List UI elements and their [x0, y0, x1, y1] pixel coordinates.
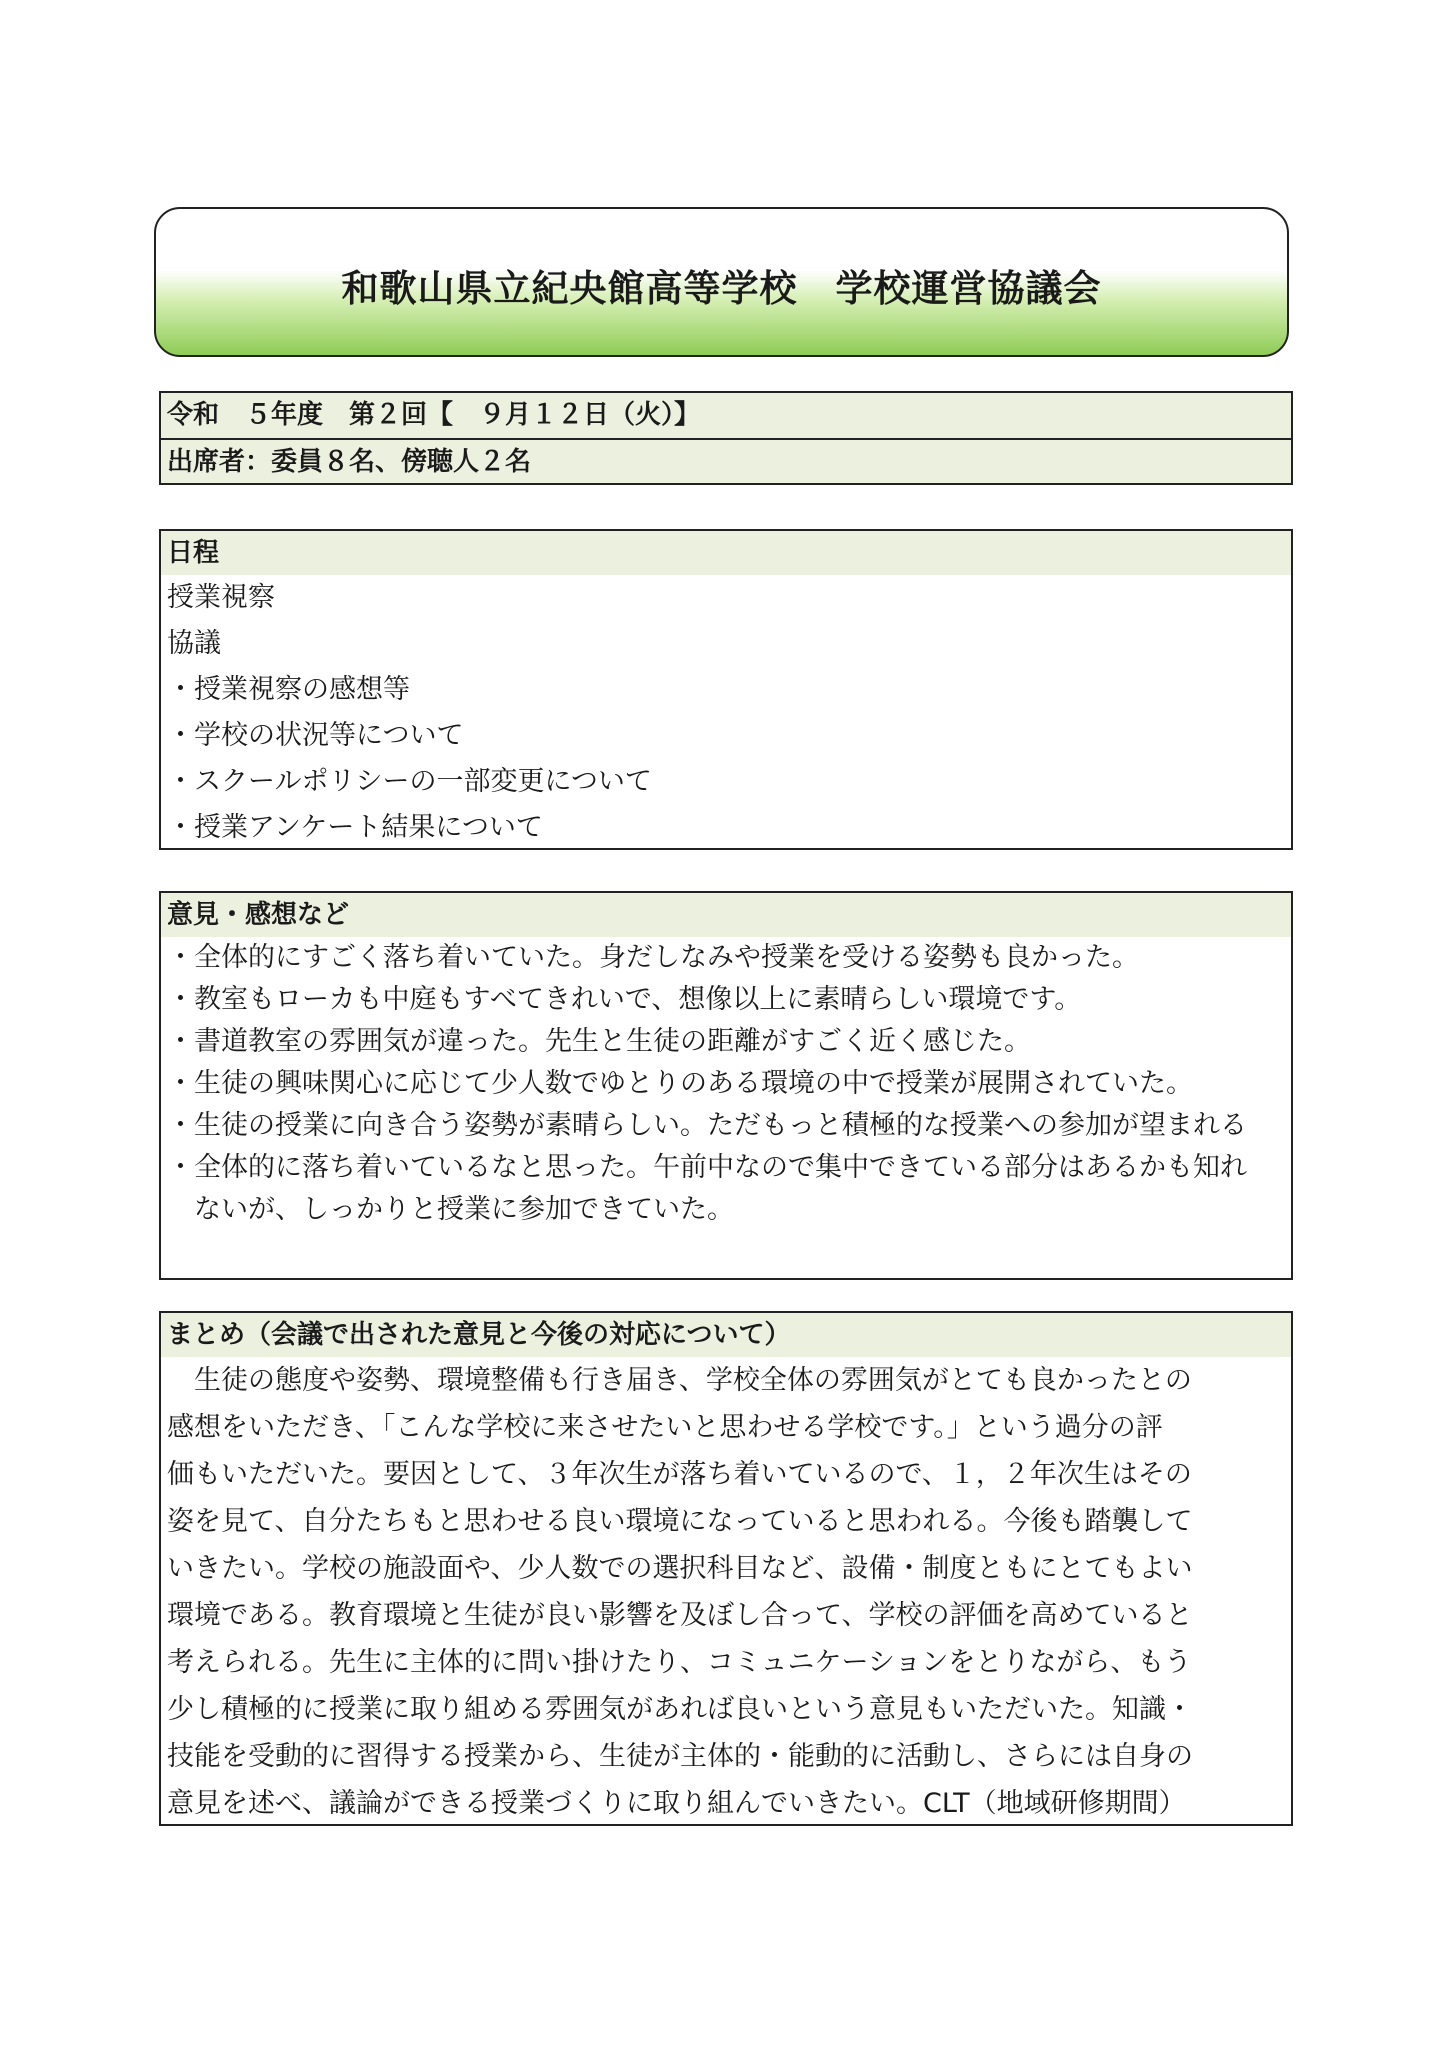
summary-line: 感想をいただき、「こんな学校に来させたいと思わせる学校です。」という過分の評	[167, 1412, 1163, 1443]
schedule-item: ・学校の状況等について	[167, 720, 464, 751]
summary-line: 価もいただいた。要因として、３年次生が落ち着いているので、１，２年次生はその	[167, 1459, 1192, 1490]
summary-header: まとめ（会議で出された意見と今後の対応について）	[161, 1313, 1291, 1357]
summary-section	[159, 1311, 1293, 1826]
opinions-section	[159, 891, 1293, 1280]
schedule-header: 日程	[161, 531, 1291, 575]
schedule-item: 協議	[167, 628, 221, 659]
summary-line: 考えられる。先生に主体的に問い掛けたり、コミュニケーションをとりながら、もう	[167, 1647, 1192, 1678]
schedule-item: ・授業視察の感想等	[167, 674, 410, 705]
schedule-section	[159, 529, 1293, 850]
opinion-item: ・書道教室の雰囲気が違った。先生と生徒の距離がすごく近く感じた。	[167, 1026, 1031, 1057]
meeting-info-table	[159, 391, 1293, 485]
opinions-header: 意見・感想など	[161, 893, 1291, 937]
opinion-item: ・生徒の興味関心に応じて少人数でゆとりのある環境の中で授業が展開されていた。	[167, 1068, 1193, 1099]
summary-line: 少し積極的に授業に取り組める雰囲気があれば良いという意見もいただいた。知識・	[167, 1694, 1193, 1725]
opinion-item: ないが、しっかりと授業に参加できていた。	[167, 1194, 734, 1225]
meeting-attendees: 出席者：委員８名、傍聴人２名	[161, 438, 1291, 483]
meeting-session: 令和 ５年度 第２回【 ９月１２日（火）】	[161, 393, 1291, 438]
summary-line: 技能を受動的に習得する授業から、生徒が主体的・能動的に活動し、さらには自身の	[167, 1741, 1193, 1772]
schedule-item: ・スクールポリシーの一部変更について	[167, 766, 652, 797]
summary-line: いきたい。学校の施設面や、少人数での選択科目など、設備・制度ともにとてもよい	[167, 1553, 1193, 1584]
opinion-item: ・教室もローカも中庭もすべてきれいで、想像以上に素晴らしい環境です。	[167, 984, 1082, 1015]
title-banner	[154, 207, 1289, 357]
summary-line: 生徒の態度や姿勢、環境整備も行き届き、学校全体の雰囲気がとても良かったとの	[167, 1365, 1192, 1396]
document-title: 和歌山県立紀央館高等学校 学校運営協議会	[341, 267, 1102, 310]
schedule-item: 授業視察	[167, 582, 275, 613]
opinion-item: ・全体的にすごく落ち着いていた。身だしなみや授業を受ける姿勢も良かった。	[167, 942, 1139, 973]
summary-line: 環境である。教育環境と生徒が良い影響を及ぼし合って、学校の評価を高めていると	[167, 1600, 1193, 1631]
summary-line: 意見を述べ、議論ができる授業づくりに取り組んでいきたい。CLT（地域研修期間）	[167, 1788, 1186, 1819]
opinion-item: ・全体的に落ち着いているなと思った。午前中なので集中できている部分はあるかも知れ	[167, 1152, 1247, 1183]
schedule-item: ・授業アンケート結果について	[167, 812, 543, 843]
summary-line: 姿を見て、自分たちもと思わせる良い環境になっていると思われる。今後も踏襲して	[167, 1506, 1193, 1537]
opinion-item: ・生徒の授業に向き合う姿勢が素晴らしい。ただもっと積極的な授業への参加が望まれる	[167, 1110, 1247, 1141]
